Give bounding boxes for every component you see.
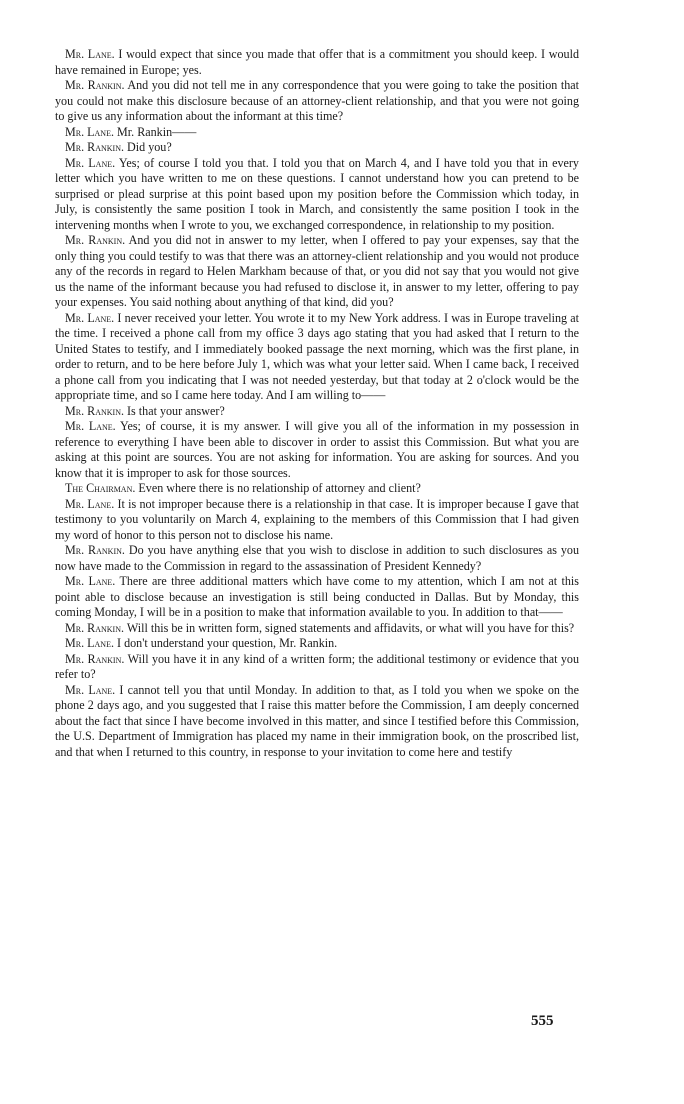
speaker-name: Mr. Rankin. [65, 140, 124, 154]
speaker-name: Mr. Lane. [65, 124, 114, 139]
paragraph [55, 636, 579, 652]
paragraph-text: There are three additional matters which have come to my attention, which I am not at this point able to disclose because an investigation is still being conducted in Dallas. But by Monday, this coming Monday, I will be in a position to make that information available to you. In addition to that—— [55, 574, 579, 619]
speaker-name: Mr. Lane. [65, 636, 114, 650]
paragraph [55, 156, 579, 234]
paragraph-text: I never received your letter. You wrote it to my New York address. I was in Europe traveling at the time. I received a phone call from my office 3 days ago stating that you had asked that I return to the United States to testify, and I immediately booked passage the next morning, which was the first plane, in order to return, and to be here before July 1, which was what your letter said. When I came back, I received a phone call from you indicating that I was not needed yesterday, but that today at 2 o'clock would be the appropriate time, and so I came here today. And I am willing to—— [55, 310, 579, 402]
paragraph-text: And you did not tell me in any correspondence that you were going to take the position that you could not make this disclosure because of an attorney-client relationship, and that you were not going to give us any information about the informant at this time? [55, 78, 580, 123]
paragraph-text: I don't understand your question, Mr. Rankin. [117, 636, 338, 650]
document-page [55, 47, 579, 760]
speaker-name: Mr. Lane. [65, 155, 116, 170]
paragraph-text: I cannot tell you that until Monday. In addition to that, as I told you when we spoke on the phone 2 days ago, and you suggested that I raise this matter before the Commission, I am deeply concerned about the fact that since I have become involved in this matter, and since I testified before this Commission, the U.S. Department of Immigration has placed my name in their immigration book, on the proscribed list, and that when I returned to this country, in response to your invitation to come here and testify [55, 682, 579, 759]
paragraph-text: Do you have anything else that you wish to disclose in addition to such disclosures as you now have made to the Commission in regard to the assassination of President Kennedy? [55, 543, 579, 573]
paragraph [55, 78, 579, 125]
speaker-name: Mr. Lane. [65, 496, 115, 511]
speaker-name: Mr. Lane. [65, 574, 116, 588]
paragraph [55, 543, 579, 574]
paragraph [55, 419, 579, 481]
paragraph-text: Mr. Rankin—— [117, 124, 197, 139]
speaker-name: Mr. Rankin. [65, 233, 126, 247]
speaker-name: Mr. Rankin. [65, 651, 125, 666]
paragraph [55, 47, 579, 78]
paragraph-text: Did you? [127, 140, 172, 154]
paragraph-text: Yes; of course, it is my answer. I will give you all of the information in my possession in reference to everything I have been able to discover in order to assist this Commission. But what you are asking at this point are sources. You are not asking for information. You are asking for sources. And you know that it is improper to ask for those sources. [55, 419, 580, 480]
paragraph [55, 652, 579, 683]
speaker-name: Mr. Rankin. [65, 403, 124, 418]
speaker-name: Mr. Rankin. [65, 620, 124, 635]
paragraph [55, 683, 579, 761]
speaker-name: Mr. Lane. [65, 419, 116, 433]
paragraph-text: It is not improper because there is a relationship in that case. It is improper because I gave that testimony to you voluntarily on March 4, explaining to the members of this Commission that I had given my word of honor to this person not to disclose his name. [55, 496, 579, 542]
paragraph [55, 311, 579, 404]
paragraph [55, 140, 579, 156]
paragraph [55, 574, 579, 621]
paragraph-text: Will you have it in any kind of a written form; the additional testimony or evidence that you refer to? [55, 651, 580, 681]
paragraph-text: Will this be in written form, signed statements and affidavits, or what will you have for this? [126, 620, 575, 635]
paragraph-text: Even where there is no relationship of attorney and client? [138, 481, 421, 495]
paragraph [55, 621, 579, 637]
paragraph [55, 481, 579, 497]
paragraph-text: Yes; of course I told you that. I told you that on March 4, and I have told you that in every letter which you have written to me on these questions. I cannot understand how you can pretend to be surprised or plead surprise at this point based upon my position before the Commission which today, in July, is consistently the same position I took in March, and consistently the same position I took in the intervening months when I wrote to you, we exchanged correspondence, in relationship to my position. [55, 155, 579, 232]
speaker-name: Mr. Lane. [65, 47, 115, 61]
speaker-name: The Chairman. [65, 481, 136, 495]
speaker-name: Mr. Rankin. [65, 543, 125, 557]
speaker-name: Mr. Lane. [65, 682, 116, 697]
paragraph [55, 233, 579, 311]
paragraph-text: And you did not in answer to my letter, when I offered to pay your expenses, say that the only thing you could testify to was that there was an attorney-client relationship and you would not produce any of the records in regard to Helen Markham because of that, or you did not say that you would not give us the name of the informant because you had refused to disclose it, in answer to my letter, offering to pay your expenses. You said nothing about anything of that kind, did you? [55, 233, 580, 309]
paragraph [55, 404, 579, 420]
speaker-name: Mr. Lane. [65, 310, 115, 325]
paragraph-text: I would expect that since you made that offer that is a commitment you should keep. I would have remained in Europe; yes. [55, 47, 579, 77]
page-number: 555 [531, 1013, 554, 1029]
speaker-name: Mr. Rankin. [65, 78, 125, 92]
paragraph-text: Is that your answer? [127, 403, 225, 418]
paragraph [55, 125, 579, 141]
paragraph [55, 497, 579, 544]
